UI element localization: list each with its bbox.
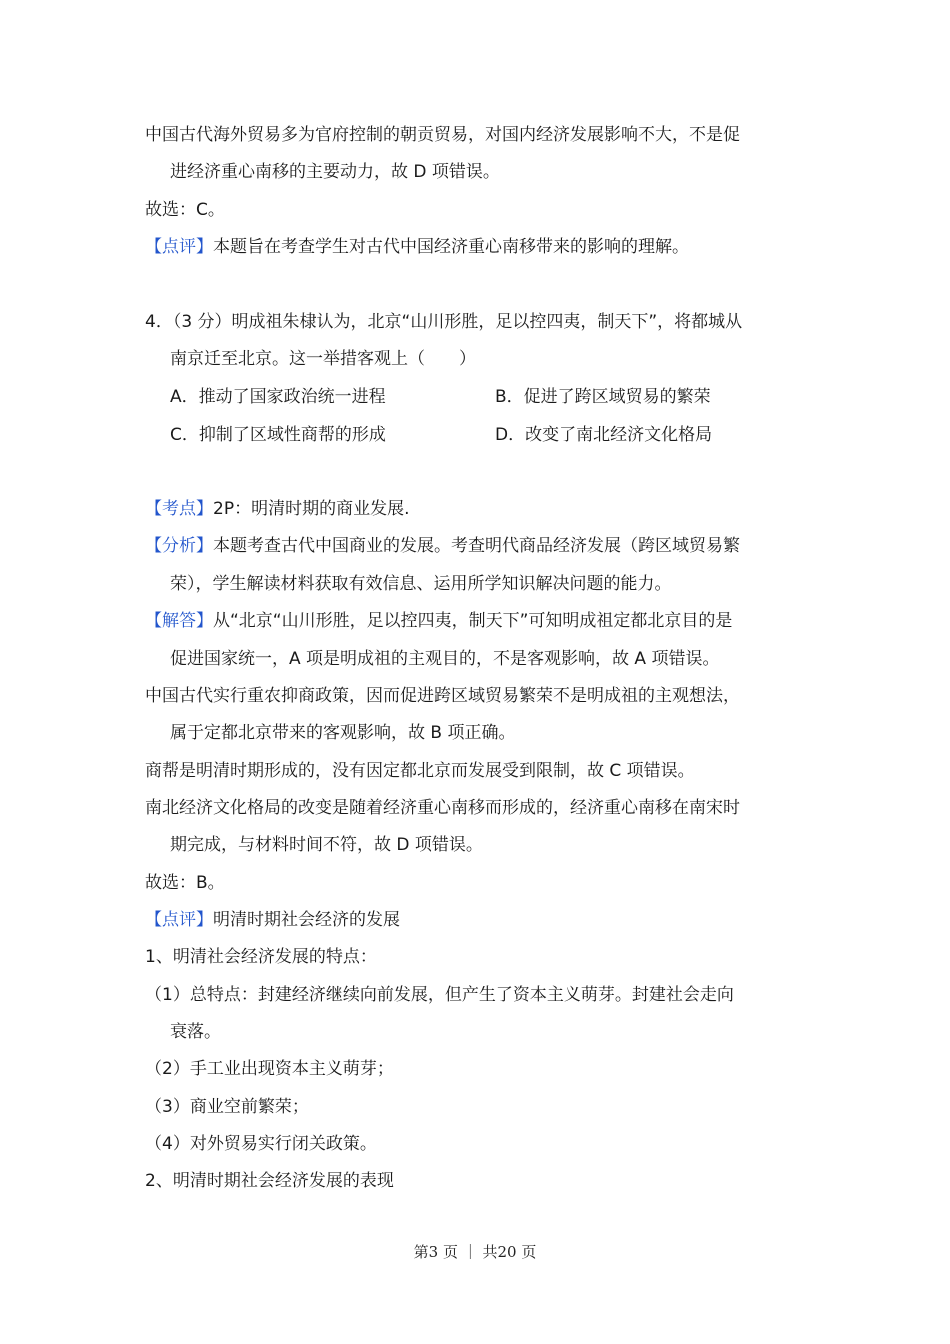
kaodian-text: 2P：明清时期的商业发展. <box>213 499 410 519</box>
section-2-heading: 2、明清时期社会经济发展的表现 <box>145 1171 394 1191</box>
option-b: B．促进了跨区域贸易的繁荣 <box>495 387 711 407</box>
comment-tag: 【点评】 <box>145 237 213 257</box>
kaodian <box>145 497 409 521</box>
prev-analysis-line-1: 中国古代海外贸易多为官府控制的朝贡贸易，对国内经济发展影响不大，不是促 <box>145 125 740 145</box>
answer: 故选：B。 <box>145 873 225 893</box>
dianping-text: 明清时期社会经济的发展 <box>213 910 400 930</box>
para4-line-2: 期完成，与材料时间不符，故 D 项错误。 <box>170 835 483 855</box>
kaodian-tag: 【考点】 <box>145 499 213 519</box>
prev-comment <box>145 235 689 259</box>
section-1-item-4: （4）对外贸易实行闭关政策。 <box>145 1134 377 1154</box>
fenxi <box>145 534 740 558</box>
fenxi-line-2: 荣），学生解读材料获取有效信息、运用所学知识解决问题的能力。 <box>170 574 672 594</box>
section-1-item-3: （3）商业空前繁荣； <box>145 1097 309 1117</box>
fenxi-tag: 【分析】 <box>145 536 213 556</box>
para4-line-1: 南北经济文化格局的改变是随着经济重心南移而形成的，经济重心南移在南宋时 <box>145 798 740 818</box>
dianping-tag: 【点评】 <box>145 910 213 930</box>
page-footer: 第3 页 ｜ 共20 页 <box>413 1243 537 1261</box>
section-1-item-1-line-1: （1）总特点：封建经济继续向前发展，但产生了资本主义萌芽。封建社会走向 <box>145 985 734 1005</box>
question-stem-line-2: 南京迁至北京。这一举措客观上（ ） <box>170 349 476 369</box>
fenxi-line-1: 本题考查古代中国商业的发展。考查明代商品经济发展（跨区域贸易繁 <box>213 536 740 556</box>
comment-text: 本题旨在考查学生对古代中国经济重心南移带来的影响的理解。 <box>213 237 689 257</box>
prev-analysis-line-2: 进经济重心南移的主要动力，故 D 项错误。 <box>170 162 500 182</box>
para2-line-2: 属于定都北京带来的客观影响，故 B 项正确。 <box>170 723 516 743</box>
question-stem-line-1: 4．（3 分）明成祖朱棣认为，北京“山川形胜，足以控四夷，制天下”，将都城从 <box>145 312 743 332</box>
jieda-line-1: 从“北京“山川形胜，足以控四夷，制天下”可知明成祖定都北京目的是 <box>213 611 733 631</box>
jieda-tag: 【解答】 <box>145 611 213 631</box>
jieda-line-2: 促进国家统一，A 项是明成祖的主观目的，不是客观影响，故 A 项错误。 <box>170 649 720 669</box>
para2-line-1: 中国古代实行重农抑商政策，因而促进跨区域贸易繁荣不是明成祖的主观想法， <box>145 686 740 706</box>
para3: 商帮是明清时期形成的，没有因定都北京而发展受到限制，故 C 项错误。 <box>145 761 695 781</box>
dianping <box>145 908 400 932</box>
option-d: D．改变了南北经济文化格局 <box>495 425 713 445</box>
option-c: C．抑制了区域性商帮的形成 <box>170 425 386 445</box>
section-1-item-2: （2）手工业出现资本主义萌芽； <box>145 1059 394 1079</box>
section-1-item-1-line-2: 衰落。 <box>170 1022 221 1042</box>
prev-answer: 故选：C。 <box>145 200 225 220</box>
option-a: A．推动了国家政治统一进程 <box>170 387 386 407</box>
section-1-heading: 1、明清社会经济发展的特点： <box>145 947 377 967</box>
jieda <box>145 609 732 633</box>
